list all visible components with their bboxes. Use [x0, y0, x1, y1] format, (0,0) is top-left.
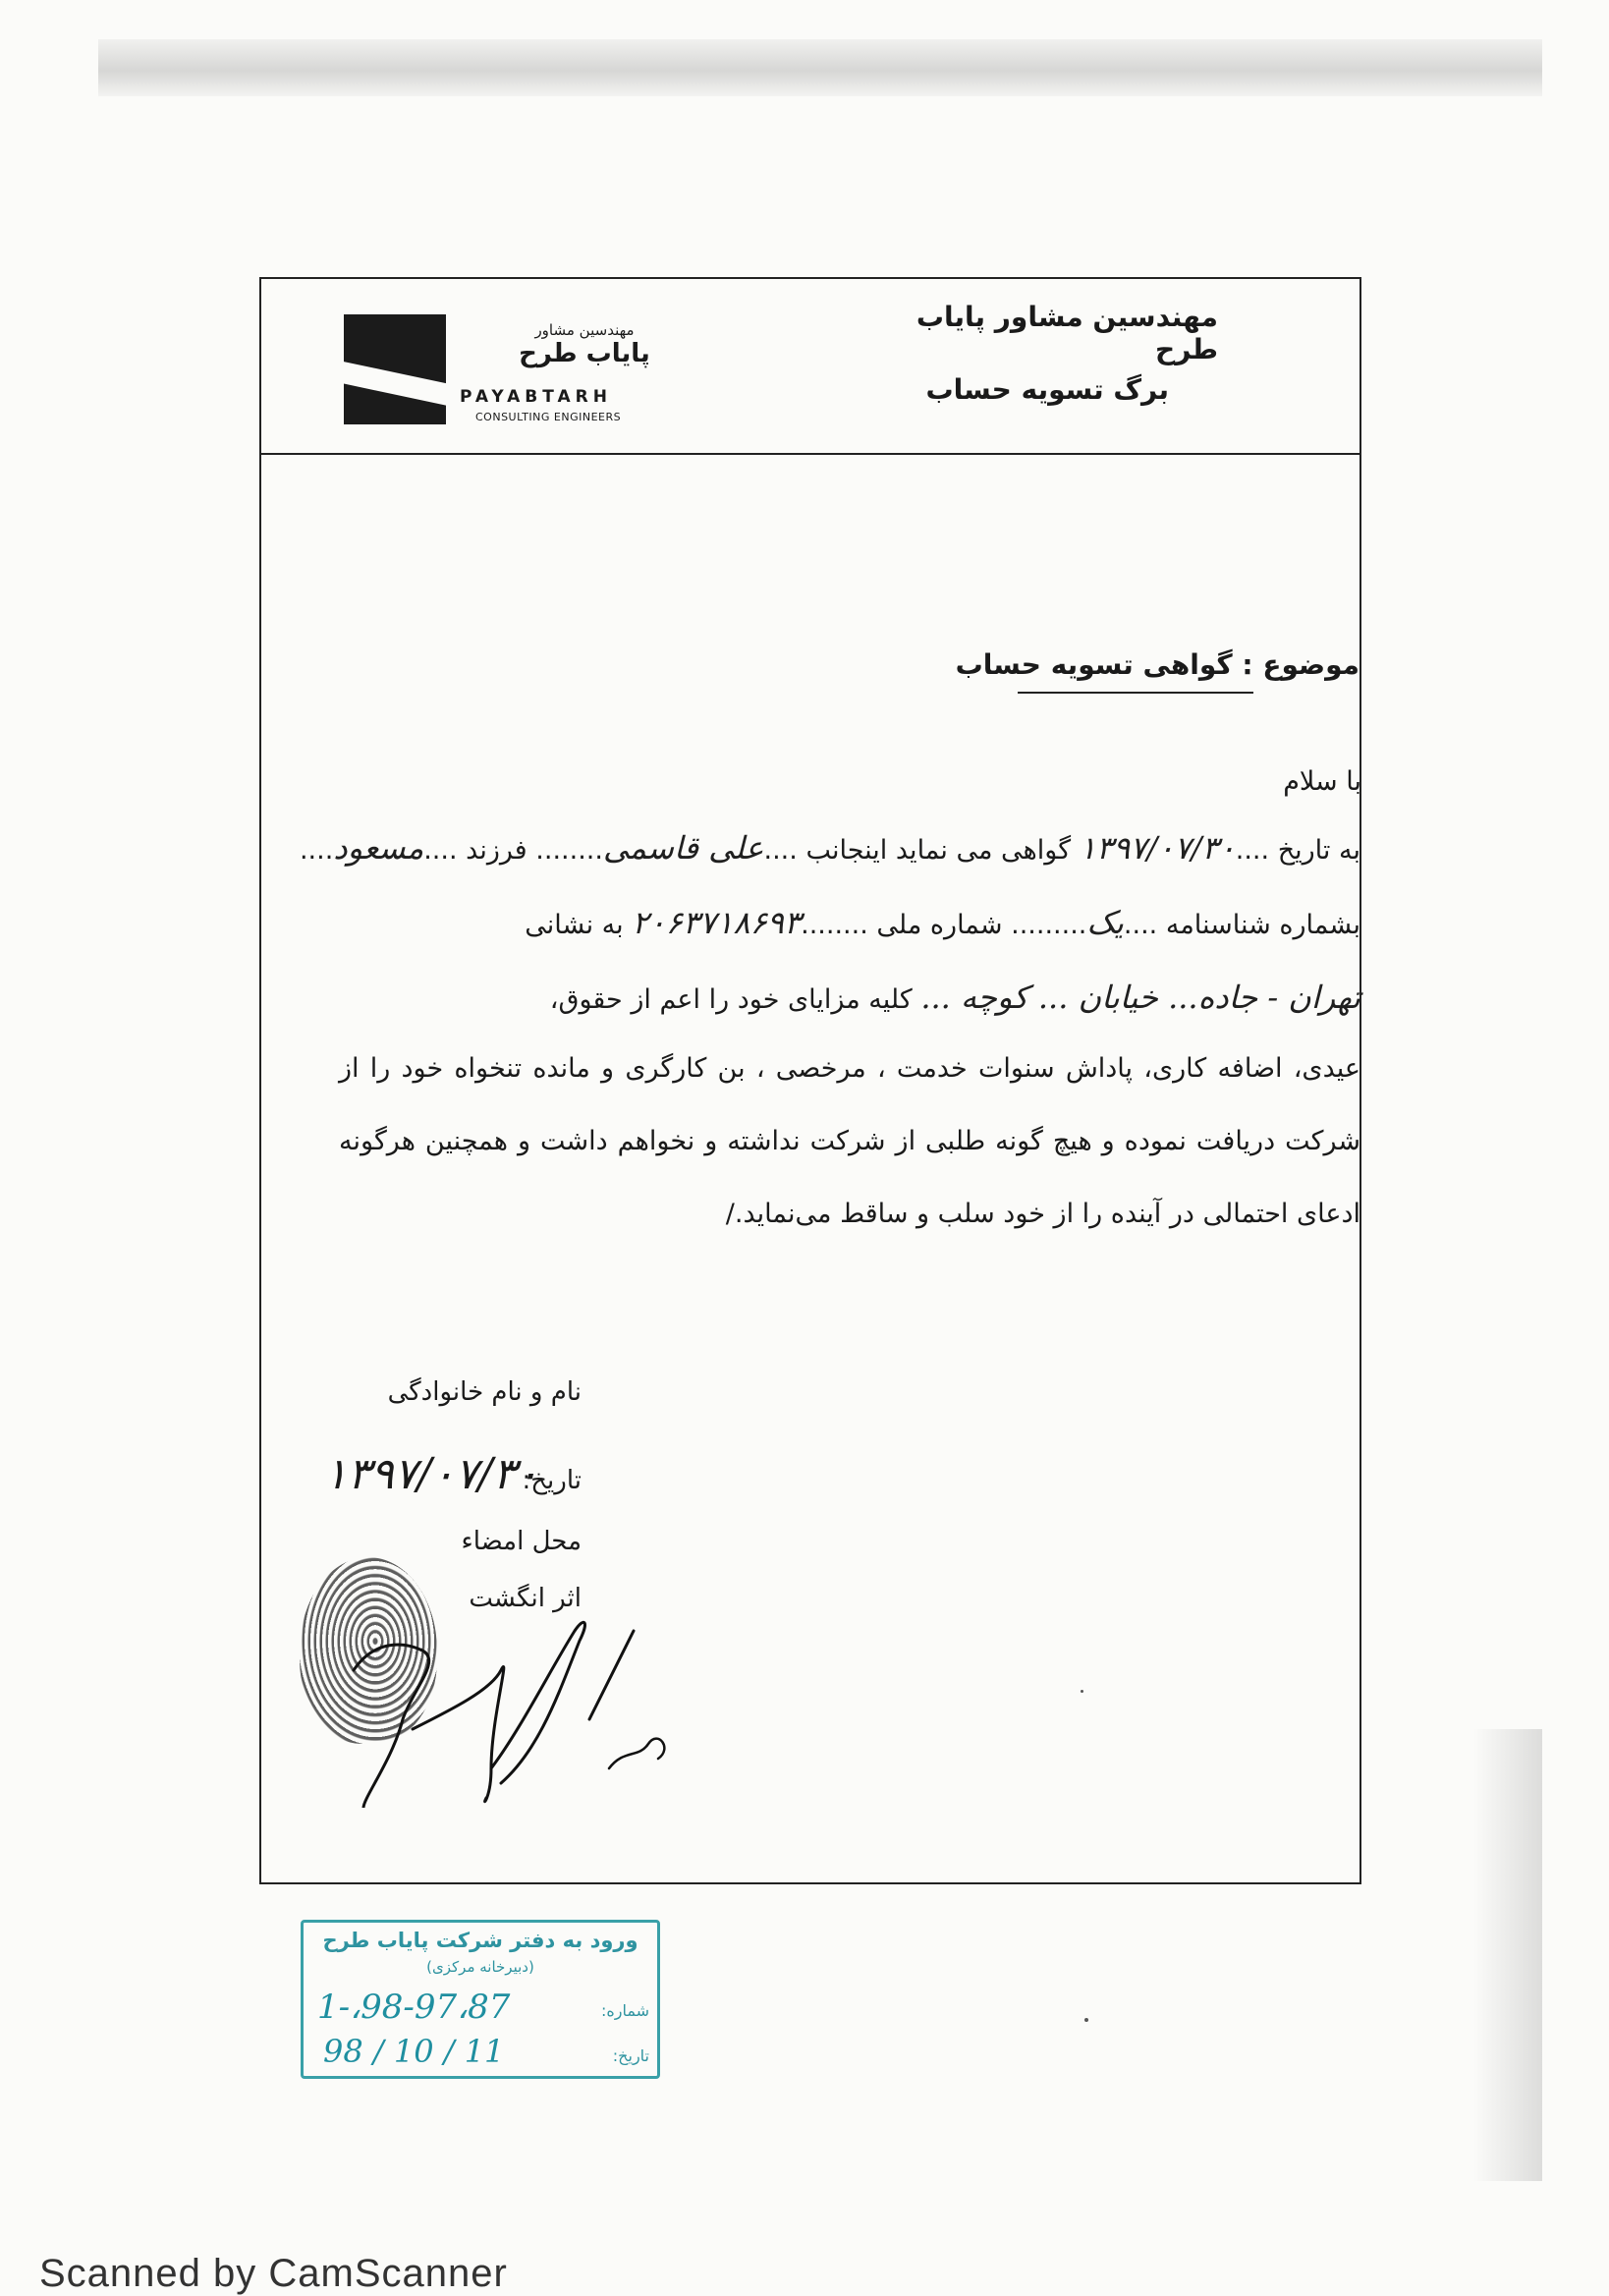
name-label: نام و نام خانوادگی — [387, 1377, 582, 1407]
scan-shadow-right — [1473, 1729, 1542, 2181]
stamp-number-value: 1-،98-97،87 — [317, 1988, 511, 2027]
scan-speck — [1081, 1690, 1083, 1693]
signature-icon — [344, 1611, 688, 1808]
body-line-2: بشماره شناسنامه ....یک......... شماره ملی ........۲۰۶۳۷۱۸۶۹۳ به نشانی — [525, 904, 1360, 941]
stamp-subtitle: (دبیرخانه مرکزی) — [426, 1958, 534, 1976]
address-label: به نشانی — [525, 910, 624, 940]
father-handwritten: مسعود — [333, 829, 424, 867]
national-label: شماره ملی — [876, 910, 1003, 940]
body-line-5: شرکت دریافت نموده و هیچ گونه طلبی از شرکت نداشته و نخواهم داشت و همچنین هرگونه — [339, 1126, 1360, 1156]
logo-fa-small: مهندسین مشاور — [534, 321, 635, 339]
stamp-date-label: تاریخ: — [612, 2046, 649, 2065]
date-handwritten: ۱۳۹۷/۰۷/۳۰ — [1079, 829, 1236, 867]
stamp-title: ورود به دفتر شرکت پایاب طرح — [322, 1929, 638, 1952]
body-line-3 — [339, 979, 1360, 1016]
body-line-1: به تاریخ ....۱۳۹۷/۰۷/۳۰ گواهی می نماید اینجانب ....علی قاسمی........ فرزند ....مسعود.... — [299, 829, 1360, 867]
logo-en-name: PAYABTARH — [460, 387, 612, 407]
national-handwritten: ۲۰۶۳۷۱۸۶۹۳ — [632, 904, 802, 941]
scan-speck — [1084, 2018, 1088, 2022]
address-handwritten: تهران - جاده... خیابان ... کوچه ... — [920, 979, 1360, 1016]
logo-fa-big: پایاب طرح — [519, 339, 650, 368]
child-of-label: فرزند — [466, 835, 527, 866]
company-name: مهندسین مشاور پایاب طرح — [915, 301, 1218, 365]
subject-underline — [1018, 692, 1253, 694]
body-line-3-text: کلیه مزایای خود را اعم از حقوق، — [549, 984, 913, 1015]
header-divider — [259, 453, 1361, 455]
name-handwritten: علی قاسمی — [602, 829, 764, 867]
registry-stamp — [301, 1920, 660, 2079]
sig-date-handwritten: ۱۳۹۷/۰۷/۳۰ — [324, 1449, 539, 1499]
subject: موضوع : گواهی تسویه حساب — [955, 648, 1359, 681]
sign-place-label: محل امضاء — [461, 1527, 582, 1556]
scan-shadow-top — [98, 39, 1542, 96]
date-prefix: به تاریخ — [1277, 835, 1360, 866]
id-handwritten: یک — [1086, 904, 1124, 941]
cert-text: گواهی می نماید اینجانب — [805, 835, 1072, 866]
stamp-date-value: 98 / 10 / 11 — [323, 2033, 505, 2070]
stamp-number-label: شماره: — [600, 2001, 649, 2020]
logo-stripe — [344, 361, 446, 409]
body-line-4: عیدی، اضافه کاری، پاداش سنوات خدمت ، مرخصی ، بن کارگری و مانده تنخواه خود را از — [339, 1053, 1360, 1084]
thumb-label: اثر انگشت — [469, 1584, 582, 1613]
logo-en-sub: CONSULTING ENGINEERS — [475, 411, 622, 423]
sig-date-label: تاریخ: — [522, 1466, 582, 1495]
id-label: بشماره شناسنامه — [1165, 910, 1360, 940]
form-title: برگ تسویه حساب — [925, 373, 1169, 406]
payabtarh-logo-icon — [344, 314, 446, 424]
body-line-6: ادعای احتمالی در آینده را از خود سلب و ساقط می‌نماید./ — [725, 1199, 1360, 1229]
greeting: با سلام — [1283, 766, 1361, 797]
footer-watermark: Scanned by CamScanner — [39, 2252, 508, 2295]
